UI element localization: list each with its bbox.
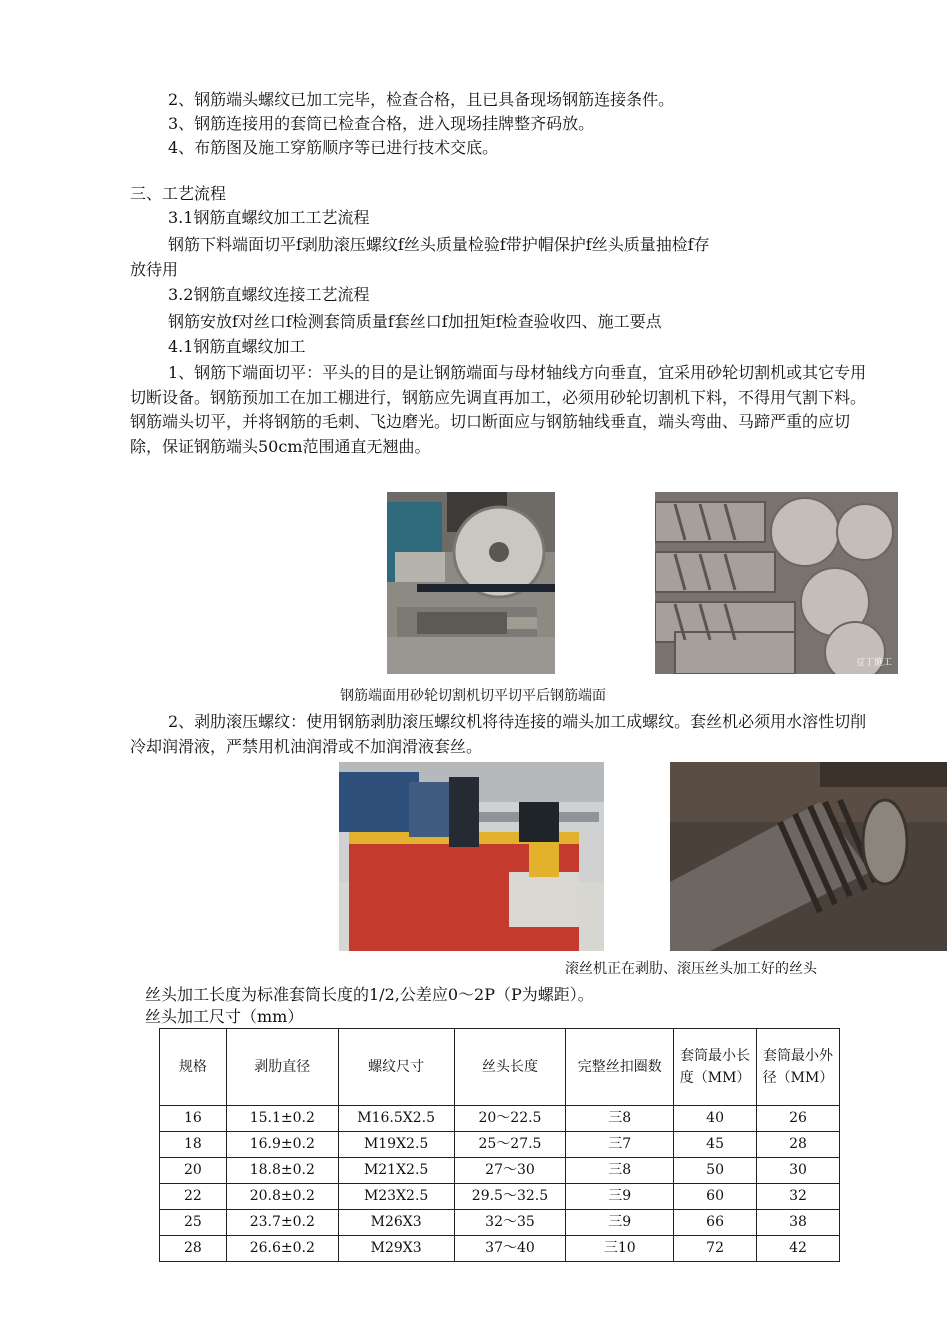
photo-caption-1: 钢筋端面用砂轮切割机切平切平后钢筋端面 (340, 688, 606, 704)
table-row (160, 1106, 840, 1132)
table-cell: 42 (757, 1236, 840, 1262)
table-cell: 28 (757, 1132, 840, 1158)
section-3-heading: 三、工艺流程 (130, 184, 227, 203)
header-cell: 套筒最小长度（MM） (674, 1029, 757, 1106)
table-cell: 18.8±0.2 (226, 1158, 338, 1184)
table-cell: 40 (674, 1106, 757, 1132)
table-cell: 20.8±0.2 (226, 1184, 338, 1210)
subsection-3-1-heading: 3.1钢筋直螺纹加工工艺流程 (168, 208, 370, 227)
header-cell: 丝头长度 (454, 1029, 566, 1106)
rolling-paragraph: 2、剥肋滚压螺纹：使用钢筋剥肋滚压螺纹机将待连接的端头加工成螺纹。套丝机必须用水溶性切削冷却润滑液，严禁用机油润滑或不加润滑液套丝。 (130, 712, 867, 756)
table-row (160, 1236, 840, 1262)
table-cell: 26.6±0.2 (226, 1236, 338, 1262)
table-cell: 16.9±0.2 (226, 1132, 338, 1158)
table-cell: 32〜35 (454, 1210, 566, 1236)
table-cell: M26X3 (338, 1210, 454, 1236)
table-cell: M23X2.5 (338, 1184, 454, 1210)
table-cell: 38 (757, 1210, 840, 1236)
table-cell: 28 (160, 1236, 227, 1262)
table-row (160, 1132, 840, 1158)
subsection-4-1-heading: 4.1钢筋直螺纹加工 (168, 337, 306, 356)
table-cell: M29X3 (338, 1236, 454, 1262)
thread-spec-table (159, 1028, 840, 1262)
table-cell: 三8 (566, 1158, 674, 1184)
table-cell: 18 (160, 1132, 227, 1158)
table-row (160, 1210, 840, 1236)
cutting-machine-photo (387, 492, 555, 674)
cutting-paragraph: 1、钢筋下端面切平：平头的目的是让钢筋端面与母材轴线方向垂直，宜采用砂轮切割机或其它专用切断设备。钢筋预加工在加工棚进行，钢筋应先调直再加工，必须用砂轮切割机下料，不得用气割下料。钢筋端头切平，并将钢筋的毛刺、飞边磨光。切口断面应与钢筋轴线垂直，端头弯曲、马蹄严重的应切除，保证钢筋端头50cm范围通直无翘曲。 (130, 363, 867, 456)
header-cell: 套筒最小外径（MM） (757, 1029, 840, 1106)
table-cell: 22 (160, 1184, 227, 1210)
thread-length-note: 丝头加工长度为标准套筒长度的1/2,公差应0〜2P（P为螺距）。 (145, 985, 594, 1004)
thread-rolling-machine-photo (339, 762, 604, 951)
table-cell: 20〜22.5 (454, 1106, 566, 1132)
table-cell: 三10 (566, 1236, 674, 1262)
finished-thread-photo (670, 762, 947, 951)
table-cell: 25 (160, 1210, 227, 1236)
photo-caption-2: 滚丝机正在剥肋、滚压丝头加工好的丝头 (565, 961, 817, 977)
process-3-1-line-2: 放待用 (130, 260, 179, 279)
table-header-row (160, 1029, 840, 1106)
header-cell: 规格 (160, 1029, 227, 1106)
prep-item-4: 4、布筋图及施工穿筋顺序等已进行技术交底。 (168, 138, 499, 157)
header-cell: 螺纹尺寸 (338, 1029, 454, 1106)
table-title: 丝头加工尺寸（mm） (145, 1007, 304, 1026)
table-cell: 29.5〜32.5 (454, 1184, 566, 1210)
prep-item-2: 2、钢筋端头螺纹已加工完毕，检查合格，且已具备现场钢筋连接条件。 (168, 90, 675, 109)
table-cell: 50 (674, 1158, 757, 1184)
subsection-3-2-heading: 3.2钢筋直螺纹连接工艺流程 (168, 285, 370, 304)
table-row (160, 1158, 840, 1184)
table-cell: 23.7±0.2 (226, 1210, 338, 1236)
table-cell: 26 (757, 1106, 840, 1132)
prep-item-3: 3、钢筋连接用的套筒已检查合格，进入现场挂牌整齐码放。 (168, 114, 595, 133)
table-cell: 三9 (566, 1210, 674, 1236)
process-3-1-line-1: 钢筋下料端面切平f剥肋滚压螺纹f丝头质量检验f带护帽保护f丝头质量抽检f存 (168, 235, 710, 254)
table-cell: 66 (674, 1210, 757, 1236)
table-row (160, 1184, 840, 1210)
table-cell: 32 (757, 1184, 840, 1210)
table-cell: M21X2.5 (338, 1158, 454, 1184)
table-cell: 三7 (566, 1132, 674, 1158)
table-cell: 30 (757, 1158, 840, 1184)
cut-rebar-ends-photo (655, 492, 898, 674)
table-cell: 72 (674, 1236, 757, 1262)
table-cell: 25〜27.5 (454, 1132, 566, 1158)
header-cell: 剥肋直径 (226, 1029, 338, 1106)
table-cell: 三8 (566, 1106, 674, 1132)
table-cell: M19X2.5 (338, 1132, 454, 1158)
table-cell: 20 (160, 1158, 227, 1184)
table-cell: 60 (674, 1184, 757, 1210)
process-3-2-line: 钢筋安放f对丝口f检测套筒质量f套丝口f加扭矩f检查验收四、施工要点 (168, 312, 662, 331)
photo-watermark: 豆丁施工 (855, 658, 892, 668)
table-cell: 16 (160, 1106, 227, 1132)
table-cell: 37〜40 (454, 1236, 566, 1262)
table-cell: 15.1±0.2 (226, 1106, 338, 1132)
table-cell: 三9 (566, 1184, 674, 1210)
table-cell: 45 (674, 1132, 757, 1158)
table-cell: M16.5X2.5 (338, 1106, 454, 1132)
header-cell: 完整丝扣圈数 (566, 1029, 674, 1106)
table-cell: 27〜30 (454, 1158, 566, 1184)
